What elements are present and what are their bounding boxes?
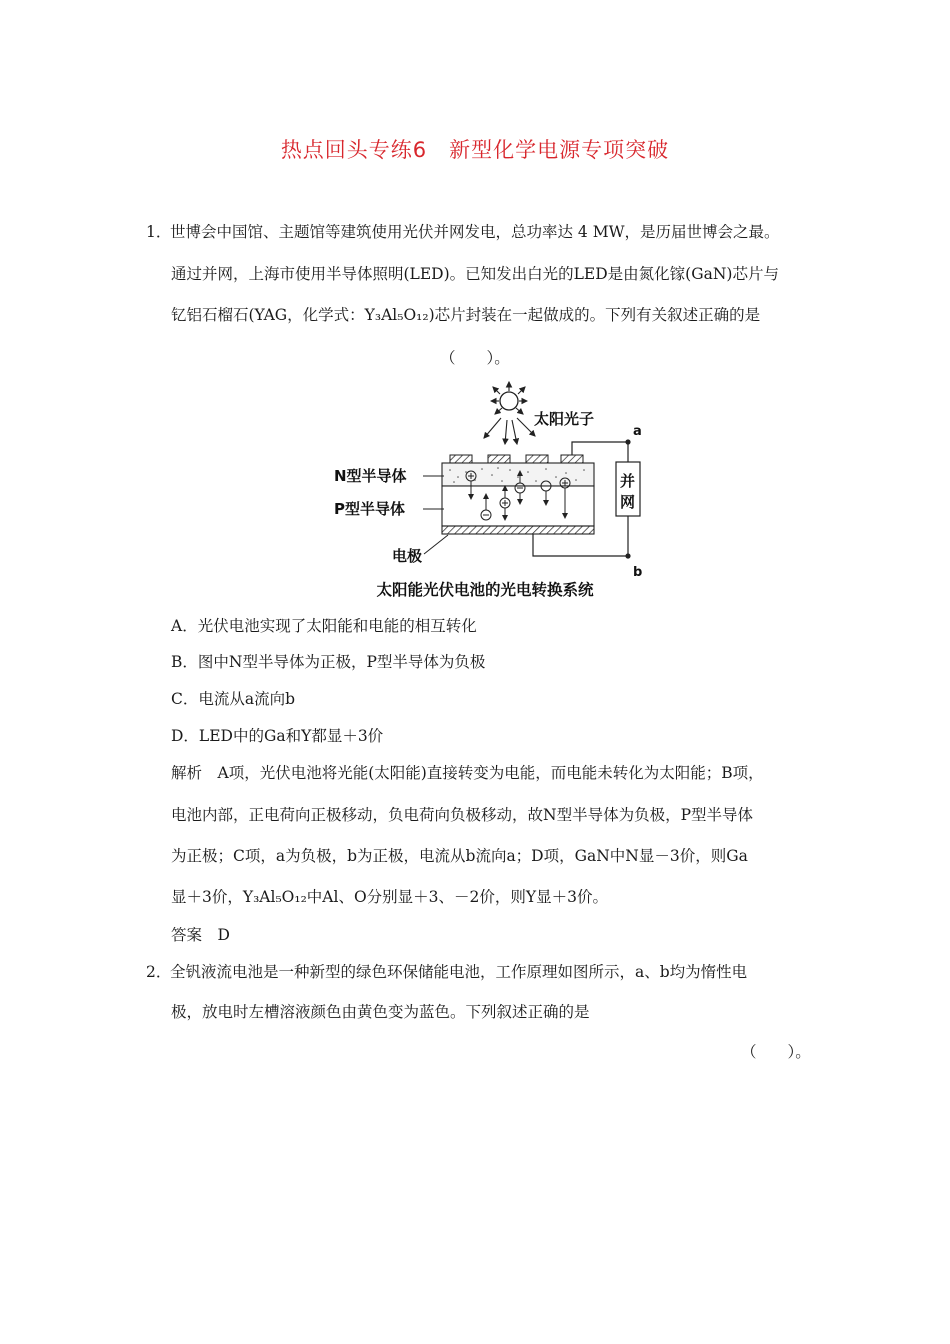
analysis-line-1: 解析 A项，光伏电池将光能(太阳能)直接转变为电能，而电能未转化为太阳能；B项， (171, 764, 764, 782)
electrode-label: 电极 (392, 547, 423, 565)
terminal-b-label: b (633, 565, 643, 580)
question-2-line-1 (146, 962, 747, 982)
option-d: D．LED中的Ga和Y都显＋3价 (171, 727, 384, 745)
question-1-number: 1． (146, 223, 172, 241)
option-b: B．图中N型半导体为正极，P型半导体为负极 (171, 653, 486, 671)
question-1-text-1: 世博会中国馆、主题馆等建筑使用光伏并网发电，总功率达 4 MW，是历届世博会之最。 (170, 223, 780, 241)
grid-box-label-1: 并 (620, 472, 636, 490)
question-1-line-3: 钇铝石榴石(YAG，化学式：Y₃Al₅O₁₂)芯片封装在一起做成的。下列有关叙述正确的是 (171, 306, 761, 324)
question-1-line-2: 通过并网，上海市使用半导体照明(LED)。已知发出白光的LED是由氮化镓(GaN)芯片与 (171, 265, 779, 283)
n-type-label: N型半导体 (334, 467, 407, 485)
solar-cell-diagram (320, 378, 650, 606)
answer: 答案 D (171, 926, 230, 944)
p-type-label: P型半导体 (334, 500, 405, 518)
terminal-a (625, 439, 630, 444)
question-1-blank: （ ）。 (440, 349, 510, 367)
analysis-line-4: 显＋3价，Y₃Al₅O₁₂中Al、O分别显＋3、－2价，则Y显＋3价。 (171, 888, 608, 906)
terminal-a-label: a (633, 424, 642, 439)
n-layer (442, 463, 594, 486)
figure-caption: 太阳能光伏电池的光电转换系统 (376, 581, 594, 599)
p-layer (442, 486, 594, 526)
analysis-line-2: 电池内部，正电荷向正极移动，负电荷向负极移动，故N型半导体为负极，P型半导体 (171, 806, 753, 824)
electrode-leader (424, 535, 448, 554)
bottom-electrode (442, 526, 594, 534)
question-2-number: 2． (146, 963, 172, 981)
question-2-text-1: 全钒液流电池是一种新型的绿色环保储能电池，工作原理如图所示，a、b均为惰性电 (170, 963, 748, 981)
analysis-line-3: 为正极；C项，a为负极，b为正极，电流从b流向a；D项，GaN中N显－3价，则Ga (171, 847, 748, 865)
question-2-blank: （ ）。 (741, 1043, 811, 1061)
question-2-line-2: 极，放电时左槽溶液颜色由黄色变为蓝色。下列叙述正确的是 (171, 1003, 590, 1021)
question-1-line-1 (146, 222, 780, 242)
option-a: A．光伏电池实现了太阳能和电能的相互转化 (171, 617, 477, 635)
sun-icon (491, 382, 527, 414)
light-rays (484, 418, 535, 444)
terminal-b (625, 553, 630, 558)
option-c: C．电流从a流向b (171, 690, 296, 708)
grid-box-label-2: 网 (620, 493, 636, 511)
sun-label: 太阳光子 (534, 410, 595, 428)
top-electrodes (450, 455, 583, 463)
page-title: 热点回头专练6 新型化学电源专项突破 (280, 138, 670, 162)
